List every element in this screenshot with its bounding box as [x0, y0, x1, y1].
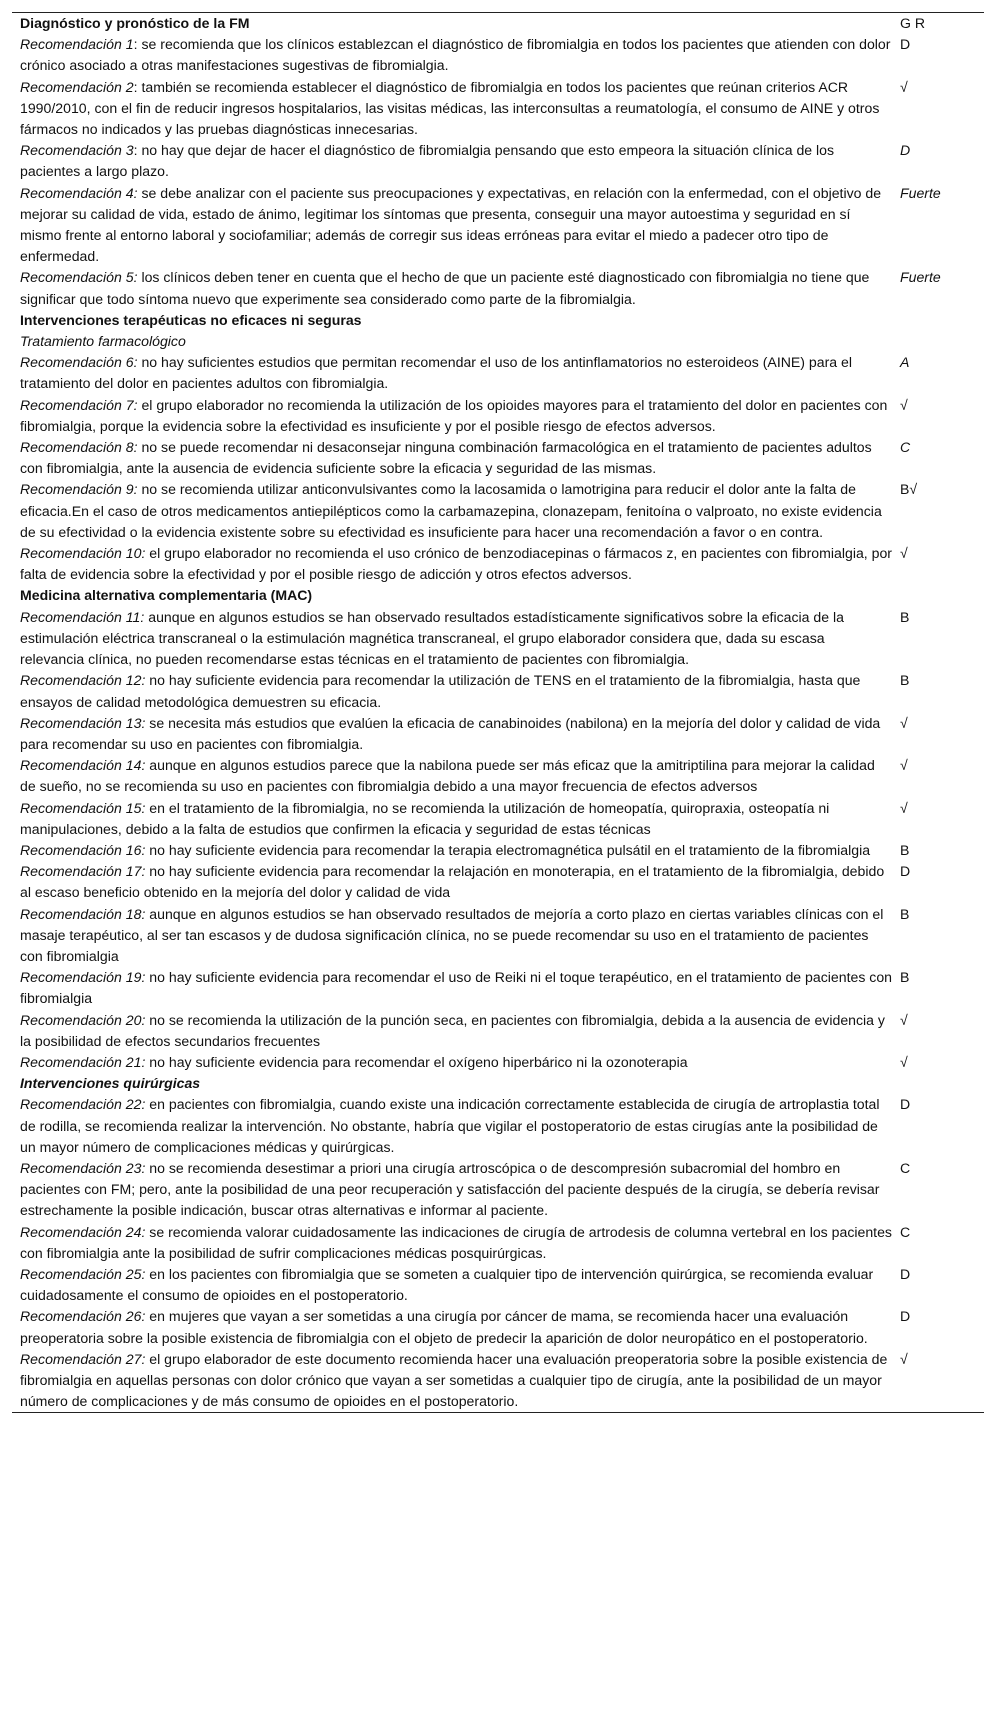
- grade-value: B: [900, 841, 910, 858]
- grade-value: Fuerte: [900, 184, 941, 201]
- grade-cell: [892, 310, 984, 331]
- grade-value: √: [900, 1350, 908, 1367]
- recommendation-row: [12, 437, 984, 479]
- recommendation-label: Recomendación 1: [20, 36, 134, 53]
- recommendation-text-cell: [12, 437, 892, 479]
- recommendation-text-cell: [12, 967, 892, 1009]
- recommendation-text: el grupo elaborador no recomienda la utilización de los opioides mayores para el tratamiento del dolor en pacientes con fibromialgia, porque la evidencia sobre la efectividad es insuficiente y por el posible riesgo de efectos adversos.: [20, 396, 888, 434]
- recommendation-label: Recomendación 17:: [20, 863, 146, 880]
- recommendation-label: Recomendación 22:: [20, 1096, 146, 1113]
- grade-cell: [892, 1073, 984, 1094]
- recommendation-label: Recomendación 5:: [20, 269, 138, 286]
- recommendation-text-cell: [12, 840, 892, 861]
- recommendation-label: Recomendación 26:: [20, 1308, 146, 1325]
- recommendation-row: [12, 1052, 984, 1073]
- recommendation-label: Recomendación 6:: [20, 354, 138, 371]
- recommendation-label: Recomendación 3: [20, 142, 134, 159]
- recommendation-text-cell: [12, 904, 892, 968]
- recommendation-label: Recomendación 27:: [20, 1350, 146, 1367]
- grade-cell: [892, 904, 984, 968]
- grade-cell: [892, 140, 984, 182]
- grade-value: C: [900, 1159, 911, 1176]
- recommendation-text: no hay suficiente evidencia para recomendar la utilización de TENS en el tratamiento de la fibromialgia, hasta que ensayos de calidad metodológica demuestren su eficacia.: [20, 672, 861, 710]
- recommendation-text-cell: [12, 755, 892, 797]
- subsection-heading: Tratamiento farmacológico: [20, 333, 186, 350]
- grade-cell: [892, 395, 984, 437]
- recommendation-row: [12, 1094, 984, 1158]
- recommendation-row: [12, 713, 984, 755]
- recommendation-text-cell: [12, 1222, 892, 1264]
- recommendation-text-cell: [12, 34, 892, 76]
- recommendation-row: [12, 352, 984, 394]
- recommendation-text: el grupo elaborador de este documento recomienda hacer una evaluación preoperatoria sobre la posible existencia de fibromialgia en aquellas personas con dolor crónico que vayan a ser sometidas a cualquier tipo de cirugía, ante la posibilidad de un mayor número de complicaciones y de más consumo de opioides en el postoperatorio.: [20, 1350, 888, 1410]
- grade-value: √: [900, 1011, 908, 1028]
- recommendation-text: se recomienda valorar cuidadosamente las indicaciones de cirugía de artrodesis de columna vertebral en los pacientes con fibromialgia ante la posibilidad de sufrir complicaciones médicas posquirúrgicas.: [20, 1223, 892, 1261]
- recommendation-row: [12, 479, 984, 543]
- grade-cell: [892, 1306, 984, 1348]
- grade-cell: [892, 183, 984, 268]
- recommendation-text: el grupo elaborador no recomienda el uso crónico de benzodiacepinas o fármacos z, en pacientes con fibromialgia, por falta de evidencia sobre la efectividad y por el posible riesgo de adicción y otros efectos adversos.: [20, 545, 892, 583]
- recommendation-row: [12, 1010, 984, 1052]
- recommendation-text-cell: [12, 1349, 892, 1413]
- grade-cell: [892, 755, 984, 797]
- recommendation-text-cell: [12, 352, 892, 394]
- grade-cell: [892, 34, 984, 76]
- recommendation-text-cell: [12, 267, 892, 309]
- recommendation-text: se recomienda que los clínicos establezcan el diagnóstico de fibromialgia en todos los pacientes que atienden con dolor crónico asociado a otras manifestaciones sugestivas de fibromialgia.: [20, 36, 891, 74]
- recommendations-document: [12, 12, 984, 1413]
- recommendation-row: [12, 267, 984, 309]
- recommendation-text: no hay suficientes estudios que permitan recomendar el uso de los antinflamatorios no esteroideos (AINE) para el tratamiento del dolor en pacientes adultos con fibromialgia.: [20, 354, 853, 392]
- recommendation-row: [12, 1264, 984, 1306]
- recommendation-row: [12, 904, 984, 968]
- recommendation-text: los clínicos deben tener en cuenta que el hecho de que un paciente esté diagnosticado con fibromialgia no tiene que significar que todo síntoma nuevo que experimente sea considerado como parte de la fibromialgia.: [20, 269, 870, 307]
- grade-cell: [892, 840, 984, 861]
- recommendation-text: no hay que dejar de hacer el diagnóstico de fibromialgia pensando que esto empeora la situación clínica de los pacientes a largo plazo.: [20, 142, 835, 180]
- grade-value: B: [900, 672, 910, 689]
- grade-value: √: [900, 799, 908, 816]
- recommendation-label: Recomendación 11:: [20, 608, 145, 625]
- recommendation-text: en los pacientes con fibromialgia que se someten a cualquier tipo de intervención quirúrgica, se recomienda evaluar cuidadosamente el consumo de opioides en el postoperatorio.: [20, 1265, 874, 1304]
- recommendation-row: [12, 395, 984, 437]
- grade-cell: [892, 1094, 984, 1158]
- recommendation-text-cell: [12, 670, 892, 712]
- recommendation-label: Recomendación 20:: [20, 1011, 146, 1028]
- recommendation-row: [12, 183, 984, 268]
- section-heading: Medicina alternativa complementaria (MAC): [20, 587, 313, 604]
- recommendation-text-cell: [12, 1094, 892, 1158]
- grade-cell: [892, 1052, 984, 1073]
- grade-value: D: [900, 1096, 911, 1113]
- section-heading: Intervenciones terapéuticas no eficaces ni seguras: [20, 311, 362, 328]
- grade-cell: [892, 585, 984, 606]
- recommendation-text-cell: [12, 713, 892, 755]
- grade-cell: [892, 77, 984, 141]
- recommendation-label: Recomendación 16:: [20, 841, 146, 858]
- grade-value: √: [900, 545, 908, 562]
- recommendation-text: no hay suficiente evidencia para recomendar el uso de Reiki ni el toque terapéutico, en el tratamiento de pacientes con fibromialgia: [20, 969, 893, 1007]
- recommendation-row: [12, 77, 984, 141]
- recommendation-text-cell: [12, 395, 892, 437]
- grade-value: A: [900, 354, 910, 371]
- grade-cell: [892, 713, 984, 755]
- recommendation-text: aunque en algunos estudios parece que la nabilona puede ser más eficaz que la amitriptilina para mejorar la calidad de sueño, no se recomienda su uso en pacientes con fibromialgia debido a una mayor frecuencia de efectos adversos: [20, 757, 875, 795]
- recommendation-label: Recomendación 13:: [20, 714, 146, 731]
- grade-value: B: [900, 969, 910, 986]
- recommendation-label: Recomendación 10:: [20, 545, 146, 562]
- recommendation-text-cell: [12, 77, 892, 141]
- grade-cell: [892, 1010, 984, 1052]
- recommendation-label: Recomendación 9:: [20, 481, 138, 498]
- recommendation-label: Recomendación 23:: [20, 1159, 146, 1176]
- recommendation-text: no se recomienda utilizar anticonvulsivantes como la lacosamida o lamotrigina para reducir el dolor ante la falta de eficacia.En el caso de otros medicamentos antiepilépticos como la carbamazepina, clonazepam, fenitoína o valproato, no existe evidencia de su efectividad o la evidencia existente sobre su efectividad es insuficiente para hacer una recomendación a favor o en contra.: [20, 481, 882, 540]
- grade-cell: [892, 543, 984, 585]
- grade-cell: [892, 861, 984, 903]
- grade-cell: [892, 1264, 984, 1306]
- recommendation-text: no hay suficiente evidencia para recomendar la relajación en monoterapia, en el tratamiento de la fibromialgia, debido al escaso beneficio obtenido en la mejoría del dolor y calidad de vida: [20, 863, 885, 901]
- recommendation-text: en el tratamiento de la fibromialgia, no se recomienda la utilización de homeopatía, quiropraxia, osteopatía ni manipulaciones, debido a la falta de estudios que confirmen la eficacia y seguridad de estas técnicas: [20, 799, 830, 837]
- recommendation-text-cell: [12, 1010, 892, 1052]
- grade-value: D: [900, 1265, 911, 1282]
- recommendation-label: Recomendación 8:: [20, 439, 138, 456]
- recommendation-text-cell: [12, 479, 892, 543]
- grade-value: D: [900, 863, 911, 880]
- grade-value: D: [900, 36, 911, 53]
- recommendation-label: Recomendación 18:: [20, 905, 146, 922]
- recommendation-text-cell: [12, 798, 892, 840]
- recommendation-text: no hay suficiente evidencia para recomendar el oxígeno hiperbárico ni la ozonoterapia: [149, 1053, 688, 1070]
- grade-cell: [892, 479, 984, 543]
- grade-value: D: [900, 142, 911, 159]
- recommendation-row: [12, 1306, 984, 1348]
- grade-value: Fuerte: [900, 269, 941, 286]
- recommendation-text-cell: [12, 607, 892, 671]
- grade-cell: [892, 1222, 984, 1264]
- grade-value: √: [900, 78, 908, 95]
- recommendation-row: [12, 543, 984, 585]
- grade-value: √: [900, 714, 908, 731]
- recommendation-label: Recomendación 24:: [20, 1223, 146, 1240]
- recommendation-label: Recomendación 19:: [20, 969, 146, 986]
- grade-value: C: [900, 439, 911, 456]
- recommendation-text-cell: [12, 1306, 892, 1348]
- recommendation-row: [12, 1349, 984, 1413]
- section-row: [12, 1073, 984, 1094]
- section-row: [12, 310, 984, 331]
- grade-cell: [892, 352, 984, 394]
- recommendation-row: [12, 798, 984, 840]
- recommendation-row: [12, 670, 984, 712]
- recommendation-text: se debe analizar con el paciente sus preocupaciones y expectativas, en relación con la enfermedad, con el objetivo de mejorar su calidad de vida, estado de ánimo, legitimar los síntomas que presenta, conseguir una mayor autoestima y seguridad en sí mismo frente al entorno laboral y sociofamiliar; además de corregir sus ideas erróneas para evitar el miedo a padecer otro tipo de enfermedad.: [20, 184, 882, 265]
- recommendation-row: [12, 34, 984, 76]
- recommendation-text-cell: [12, 1264, 892, 1306]
- grade-cell: [892, 1349, 984, 1413]
- recommendation-text: se necesita más estudios que evalúen la eficacia de canabinoides (nabilona) en la mejoría del dolor y calidad de vida para recomendar su uso en pacientes con fibromialgia.: [20, 714, 881, 752]
- grade-cell: [892, 437, 984, 479]
- recommendation-text: también se recomienda establecer el diagnóstico de fibromialgia en todos los pacientes que reúnan criterios ACR 1990/2010, con el fin de reducir ingresos hospitalarios, las visitas médicas, las interconsultas a reumatología, el consumo de AINE y otros fármacos no indicados y las pruebas diagnósticas innecesarias.: [20, 78, 880, 138]
- grade-value: √: [900, 396, 908, 413]
- recommendation-separator: :: [133, 142, 142, 159]
- recommendation-row: [12, 1158, 984, 1222]
- recommendations-table: [12, 12, 984, 1413]
- recommendation-label: Recomendación 15:: [20, 799, 146, 816]
- recommendation-text: en pacientes con fibromialgia, cuando existe una indicación correctamente establecida de cirugía de artroplastia total de rodilla, se recomienda realizar la intervención. No obstante, habría que vigilar el postoperatorio de estas cirugías ante la posibilidad de un mayor número de complicaciones médicas y quirúrgicas.: [20, 1096, 880, 1155]
- recommendation-row: [12, 1222, 984, 1264]
- recommendation-row: [12, 755, 984, 797]
- recommendation-text-cell: [12, 861, 892, 903]
- recommendation-label: Recomendación 12:: [20, 672, 146, 689]
- section-row: [12, 13, 984, 35]
- recommendation-label: Recomendación 7:: [20, 396, 138, 413]
- grade-cell: [892, 670, 984, 712]
- grade-value: B: [900, 905, 910, 922]
- recommendation-label: Recomendación 2: [20, 78, 134, 95]
- recommendation-row: [12, 840, 984, 861]
- grade-cell: [892, 967, 984, 1009]
- recommendation-row: [12, 861, 984, 903]
- subsection-row: [12, 331, 984, 352]
- grade-cell: [892, 331, 984, 352]
- recommendation-text-cell: [12, 1158, 892, 1222]
- grade-value: √: [900, 757, 908, 774]
- recommendation-text: no hay suficiente evidencia para recomendar la terapia electromagnética pulsátil en el tratamiento de la fibromialgia: [149, 841, 871, 858]
- recommendations-table-body: [12, 13, 984, 1413]
- section-heading: Intervenciones quirúrgicas: [20, 1075, 201, 1092]
- recommendation-text-cell: [12, 140, 892, 182]
- grade-cell: [892, 1158, 984, 1222]
- recommendation-label: Recomendación 25:: [20, 1265, 146, 1282]
- grade-cell: [892, 798, 984, 840]
- recommendation-row: [12, 967, 984, 1009]
- recommendation-separator: :: [133, 78, 142, 95]
- recommendation-text-cell: [12, 1052, 892, 1073]
- recommendation-text: no se recomienda desestimar a priori una cirugía artroscópica o de descompresión subacromial del hombro en pacientes con FM; pero, ante la posibilidad de una peor recuperación y satisfacción del paciente después de la cirugía, se debería revisar estrechamente la posible indicación, buscar otras alternativas e informar al paciente.: [20, 1159, 880, 1219]
- grade-cell: [892, 267, 984, 309]
- recommendation-separator: :: [133, 36, 142, 53]
- recommendation-text: en mujeres que vayan a ser sometidas a una cirugía por cáncer de mama, se recomienda hacer una evaluación preoperatoria sobre la posible existencia de fibromialgia con el objeto de predecir la aparición de dolor neuropático en el postoperatorio.: [20, 1308, 868, 1346]
- recommendation-text: aunque en algunos estudios se han observado resultados de mejoría a corto plazo en ciertas variables clínicas con el masaje terapéutico, al ser tan escasos y de dudosa significación clínica, no se puede recomendar su uso en el tratamiento de pacientes con fibromialgia: [20, 905, 884, 964]
- grade-value: B√: [900, 481, 918, 498]
- recommendation-text: no se puede recomendar ni desaconsejar ninguna combinación farmacológica en el tratamiento de pacientes adultos con fibromialgia, ante la ausencia de evidencia suficiente sobre la eficacia y seguridad de las mismas.: [20, 439, 872, 477]
- grade-header: G R: [900, 15, 926, 31]
- recommendation-row: [12, 140, 984, 182]
- recommendation-text: no se recomienda la utilización de la punción seca, en pacientes con fibromialgia, debida a la ausencia de evidencia y la posibilidad de efectos secundarios frecuentes: [20, 1011, 885, 1049]
- recommendation-label: Recomendación 21:: [20, 1053, 146, 1070]
- grade-value: √: [900, 1053, 908, 1070]
- grade-value: D: [900, 1308, 911, 1325]
- recommendation-row: [12, 607, 984, 671]
- grade-value: B: [900, 608, 910, 625]
- recommendation-label: Recomendación 4:: [20, 184, 138, 201]
- grade-value: C: [900, 1223, 911, 1240]
- grade-cell: [892, 13, 984, 35]
- recommendation-label: Recomendación 14:: [20, 757, 146, 774]
- recommendation-text-cell: [12, 183, 892, 268]
- recommendation-text: aunque en algunos estudios se han observado resultados estadísticamente significativos sobre la eficacia de la estimulación eléctrica transcraneal o la estimulación magnética transcraneal, el grupo elaborador considera que, dada su escasa relevancia clínica, no pueden recomendarse estas técnicas en el tratamiento de pacientes con fibromialgia.: [20, 608, 844, 668]
- recommendation-text-cell: [12, 543, 892, 585]
- section-heading: Diagnóstico y pronóstico de la FM: [12, 13, 892, 35]
- grade-cell: [892, 607, 984, 671]
- section-row: [12, 585, 984, 606]
